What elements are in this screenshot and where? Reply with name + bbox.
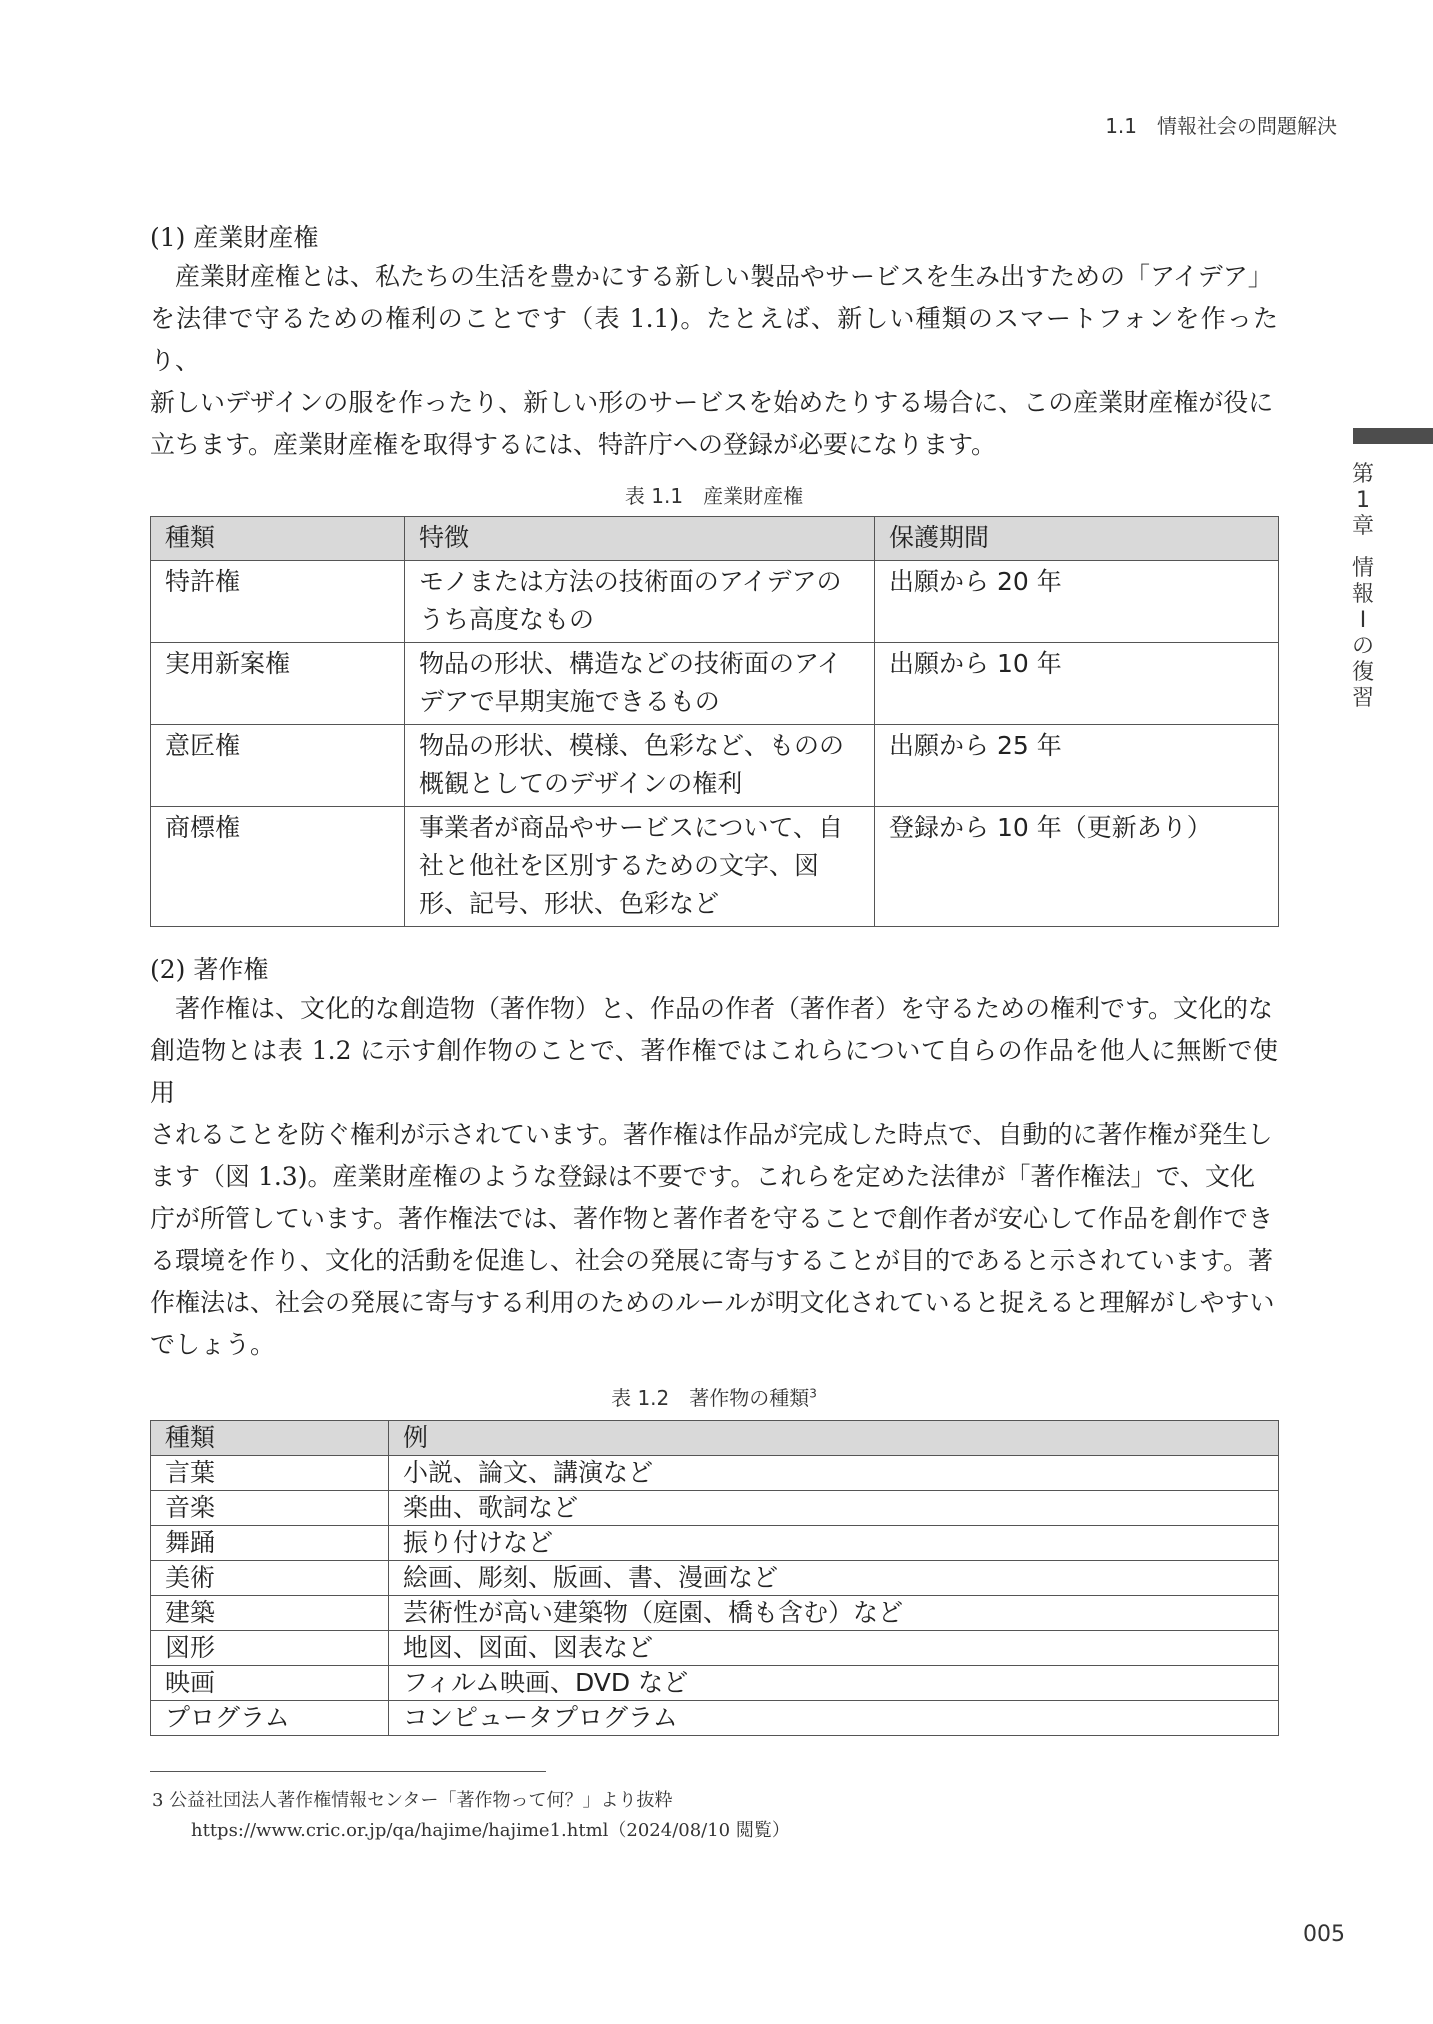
cell-type: 建築: [151, 1596, 389, 1631]
header-feature: 特徴: [405, 517, 875, 561]
chapter-char: Ⅰ: [1359, 608, 1367, 633]
table-row: [151, 807, 1279, 927]
paragraph-line: る環境を作り、文化的活動を促進し、社会の発展に寄与することが目的であると示されています。著: [150, 1246, 1274, 1275]
footnote-text: 3 公益社団法人著作権情報センター「著作物って何？」より抜粋: [152, 1790, 673, 1811]
cell-example: フィルム映画、DVD など: [389, 1666, 1279, 1701]
header-period: 保護期間: [875, 517, 1279, 561]
chapter-char: 第: [1351, 462, 1374, 487]
industrial-property-table: [150, 516, 1279, 927]
cell-example: 振り付けなど: [389, 1526, 1279, 1561]
cell-type: 図形: [151, 1631, 389, 1666]
cell-example: 楽曲、歌詞など: [389, 1491, 1279, 1526]
caption-text: 表 1.2 著作物の種類: [611, 1386, 810, 1410]
cell-feature: 物品の形状、模様、色彩など、ものの概観としてのデザインの権利: [405, 725, 875, 807]
table-caption-1-1: 表 1.1 産業財産権: [624, 484, 804, 508]
copyright-works-table: [150, 1420, 1279, 1736]
chapter-tab-bar: [1353, 428, 1433, 444]
cell-example: 絵画、彫刻、版画、書、漫画など: [389, 1561, 1279, 1596]
paragraph-line: 作権法は、社会の発展に寄与する利用のためのルールが明文化されていると捉えると理解がしやすい: [150, 1288, 1275, 1317]
cell-feature: 事業者が商品やサービスについて、自社と他社を区別するための文字、図形、記号、形状、色彩など: [405, 807, 875, 927]
chapter-char: 章: [1351, 514, 1374, 539]
chapter-char: 1: [1356, 488, 1370, 513]
table-row: [151, 1666, 1279, 1701]
table-row: [151, 1526, 1279, 1561]
table-row: [151, 1701, 1279, 1736]
cell-type: 言葉: [151, 1456, 389, 1491]
paragraph-line: 創造物とは表 1.2 に示す創作物のことで、著作権ではこれらについて自らの作品を他人に無断で使用: [150, 1036, 1278, 1107]
cell-type: 音楽: [151, 1491, 389, 1526]
cell-type: 舞踊: [151, 1526, 389, 1561]
footnote: [152, 1786, 1252, 1846]
cell-type: 美術: [151, 1561, 389, 1596]
cell-period: 出願から 25 年: [875, 725, 1279, 807]
running-header: 1.1 情報社会の問題解決: [1105, 114, 1337, 138]
cell-period: 登録から 10 年（更新あり）: [875, 807, 1279, 927]
paragraph-line: 著作権は、文化的な創造物（著作物）と、作品の作者（著作者）を守るための権利です。文化的な: [175, 994, 1274, 1023]
table-row: [151, 1596, 1279, 1631]
table-row: [151, 1491, 1279, 1526]
chapter-gap: [1349, 540, 1377, 556]
section-heading-industrial-property: (1) 産業財産権: [150, 223, 319, 252]
cell-feature: 物品の形状、構造などの技術面のアイデアで早期実施できるもの: [405, 643, 875, 725]
chapter-char: 習: [1351, 686, 1374, 711]
header-type: 種類: [151, 517, 405, 561]
cell-example: 芸術性が高い建築物（庭園、橋も含む）など: [389, 1596, 1279, 1631]
paragraph-line: でしょう。: [150, 1330, 276, 1359]
header-type: 種類: [151, 1421, 389, 1456]
chapter-tab-label: [1349, 462, 1377, 712]
chapter-char: 情: [1351, 556, 1374, 581]
cell-example: コンピュータプログラム: [389, 1701, 1279, 1736]
cell-period: 出願から 20 年: [875, 561, 1279, 643]
cell-feature: モノまたは方法の技術面のアイデアのうち高度なもの: [405, 561, 875, 643]
cell-type: 意匠権: [151, 725, 405, 807]
cell-period: 出願から 10 年: [875, 643, 1279, 725]
cell-type: 商標権: [151, 807, 405, 927]
paragraph-industrial-property: [150, 256, 1278, 466]
cell-example: 地図、図面、図表など: [389, 1631, 1279, 1666]
paragraph-line: 庁が所管しています。著作権法では、著作物と著作者を守ることで創作者が安心して作品を創作でき: [150, 1204, 1274, 1233]
footnote-url: https://www.cric.or.jp/qa/hajime/hajime1.html（2024/08/10 閲覧）: [191, 1820, 790, 1841]
paragraph-line: 産業財産権とは、私たちの生活を豊かにする新しい製品やサービスを生み出すための「アイデア」: [175, 262, 1273, 291]
paragraph-line: ます（図 1.3)。産業財産権のような登録は不要です。これらを定めた法律が「著作権法」で、文化: [150, 1162, 1255, 1191]
paragraph-copyright: [150, 988, 1278, 1366]
chapter-char: 復: [1351, 660, 1374, 685]
cell-type: 特許権: [151, 561, 405, 643]
cell-example: 小説、論文、講演など: [389, 1456, 1279, 1491]
table-caption-1-2: [150, 1382, 1278, 1411]
cell-type: プログラム: [151, 1701, 389, 1736]
page-number: 005: [1303, 1922, 1345, 1947]
paragraph-line: 新しいデザインの服を作ったり、新しい形のサービスを始めたりする場合に、この産業財産権が役に: [150, 388, 1274, 417]
table-row: [151, 1561, 1279, 1596]
header-example: 例: [389, 1421, 1279, 1456]
footnote-ref: 3: [809, 1386, 817, 1401]
table-row: [151, 725, 1279, 807]
table-row: [151, 1456, 1279, 1491]
section-heading-copyright: (2) 著作権: [150, 955, 269, 984]
paragraph-line: されることを防ぐ権利が示されています。著作権は作品が完成した時点で、自動的に著作権が発生し: [150, 1120, 1273, 1149]
chapter-char: 報: [1351, 582, 1374, 607]
cell-type: 実用新案権: [151, 643, 405, 725]
table-row: [151, 643, 1279, 725]
table-header-row: [151, 1421, 1279, 1456]
table-row: [151, 561, 1279, 643]
table-header-row: [151, 517, 1279, 561]
chapter-char: の: [1351, 634, 1374, 659]
table-row: [151, 1631, 1279, 1666]
paragraph-line: を法律で守るための権利のことです（表 1.1)。たとえば、新しい種類のスマートフォンを作ったり、: [150, 304, 1278, 375]
footnote-rule: [150, 1771, 546, 1772]
cell-type: 映画: [151, 1666, 389, 1701]
paragraph-line: 立ちます。産業財産権を取得するには、特許庁への登録が必要になります。: [150, 430, 997, 459]
